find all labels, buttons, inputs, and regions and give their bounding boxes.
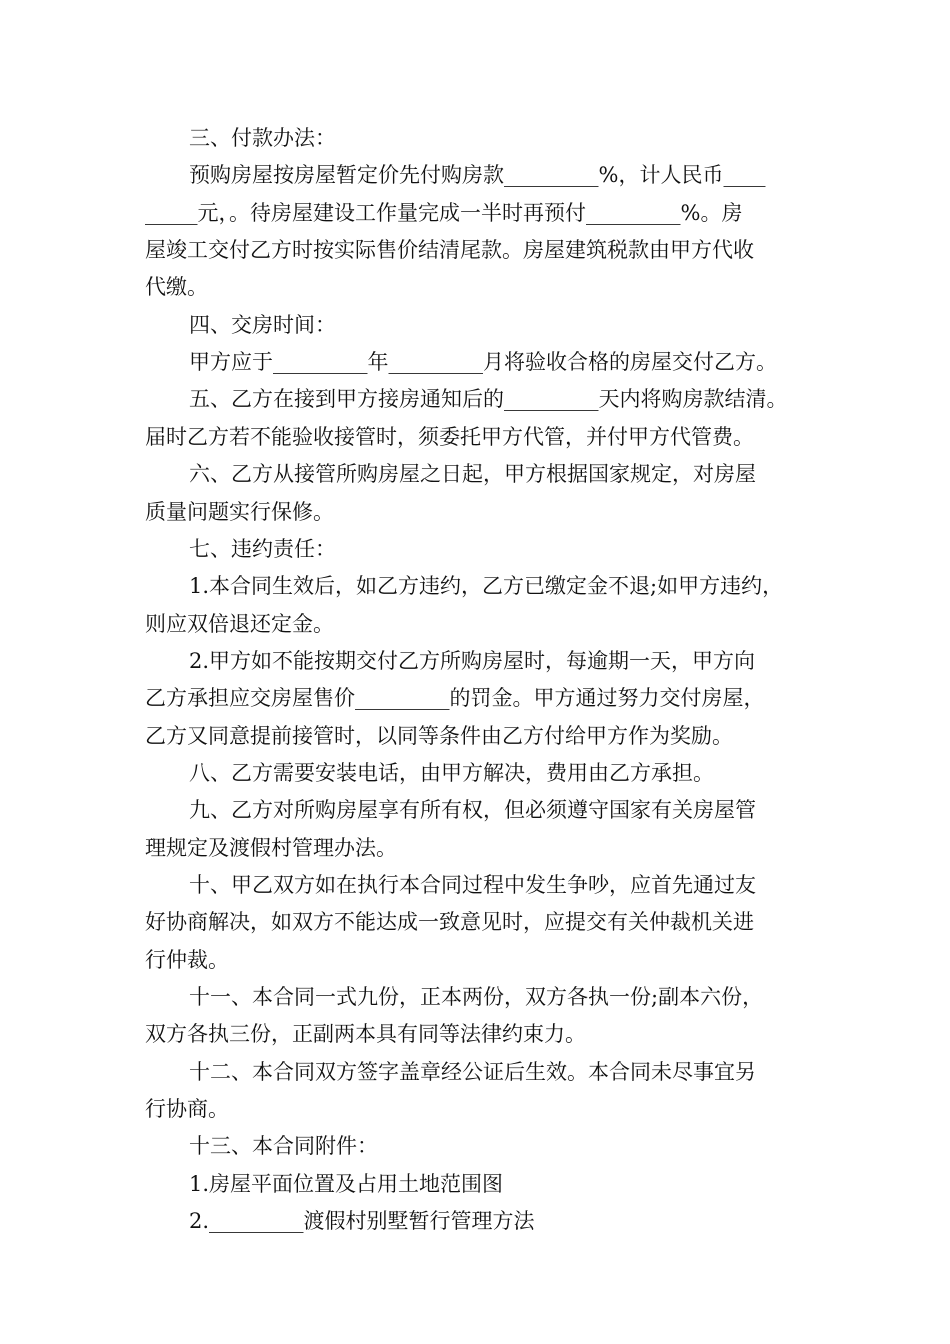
document-line: 双方各执三份，正副两本具有同等法律约束力。	[145, 1022, 586, 1046]
document-line: 乙方承担应交房屋售价_________的罚金。甲方通过努力交付房屋，	[145, 686, 765, 710]
document-line: 质量问题实行保修。	[145, 500, 334, 524]
document-line: 行仲裁。	[145, 948, 229, 972]
document-line: _____元，。待房屋建设工作量完成一半时再预付_________%。房	[145, 201, 743, 225]
document-line: 届时乙方若不能验收接管时，须委托甲方代管，并付甲方代管费。	[145, 425, 754, 449]
document-line: 八、乙方需要安装电话，由甲方解决，费用由乙方承担。	[189, 761, 714, 785]
document-line: 十三、本合同附件：	[189, 1134, 378, 1158]
document-line: 预购房屋按房屋暂定价先付购房款_________%，计人民币____	[189, 163, 766, 187]
document-line: 理规定及渡假村管理办法。	[145, 836, 397, 860]
document-line: 甲方应于_________年_________月将验收合格的房屋交付乙方。	[189, 350, 777, 374]
document-line: 十、甲乙双方如在执行本合同过程中发生争吵，应首先通过友	[189, 873, 756, 897]
document-line: 六、乙方从接管所购房屋之日起，甲方根据国家规定，对房屋	[189, 462, 756, 486]
document-line: 九、乙方对所购房屋享有所有权，但必须遵守国家有关房屋管	[189, 798, 756, 822]
document-line: 好协商解决，如双方不能达成一致意见时，应提交有关仲裁机关进	[145, 910, 754, 934]
document-line: 则应双倍退还定金。	[145, 612, 334, 636]
document-line: 乙方又同意提前接管时，以同等条件由乙方付给甲方作为奖励。	[145, 724, 733, 748]
document-line: 七、违约责任：	[189, 537, 336, 561]
document-line: 四、交房时间：	[189, 313, 336, 337]
document-line: 行协商。	[145, 1097, 229, 1121]
document-line: 十一、本合同一式九份，正本两份，双方各执一份;副本六份，	[189, 985, 764, 1009]
document-line: 1.房屋平面位置及占用土地范围图	[189, 1172, 504, 1196]
document-line: 2.甲方如不能按期交付乙方所购房屋时，每逾期一天，甲方向	[189, 649, 756, 673]
document-line: 五、乙方在接到甲方接房通知后的_________天内将购房款结清。	[189, 387, 788, 411]
document-line: 屋竣工交付乙方时按实际售价结清尾款。房屋建筑税款由甲方代收	[145, 238, 754, 262]
document-line: 十二、本合同双方签字盖章经公证后生效。本合同未尽事宜另	[189, 1060, 756, 1084]
document-line: 1.本合同生效后，如乙方违约，乙方已缴定金不退;如甲方违约，	[189, 574, 784, 598]
document-line: 代缴。	[145, 275, 208, 299]
document-line: 三、付款办法：	[189, 126, 336, 150]
document-line: 2._________渡假村别墅暂行管理方法	[189, 1209, 535, 1233]
